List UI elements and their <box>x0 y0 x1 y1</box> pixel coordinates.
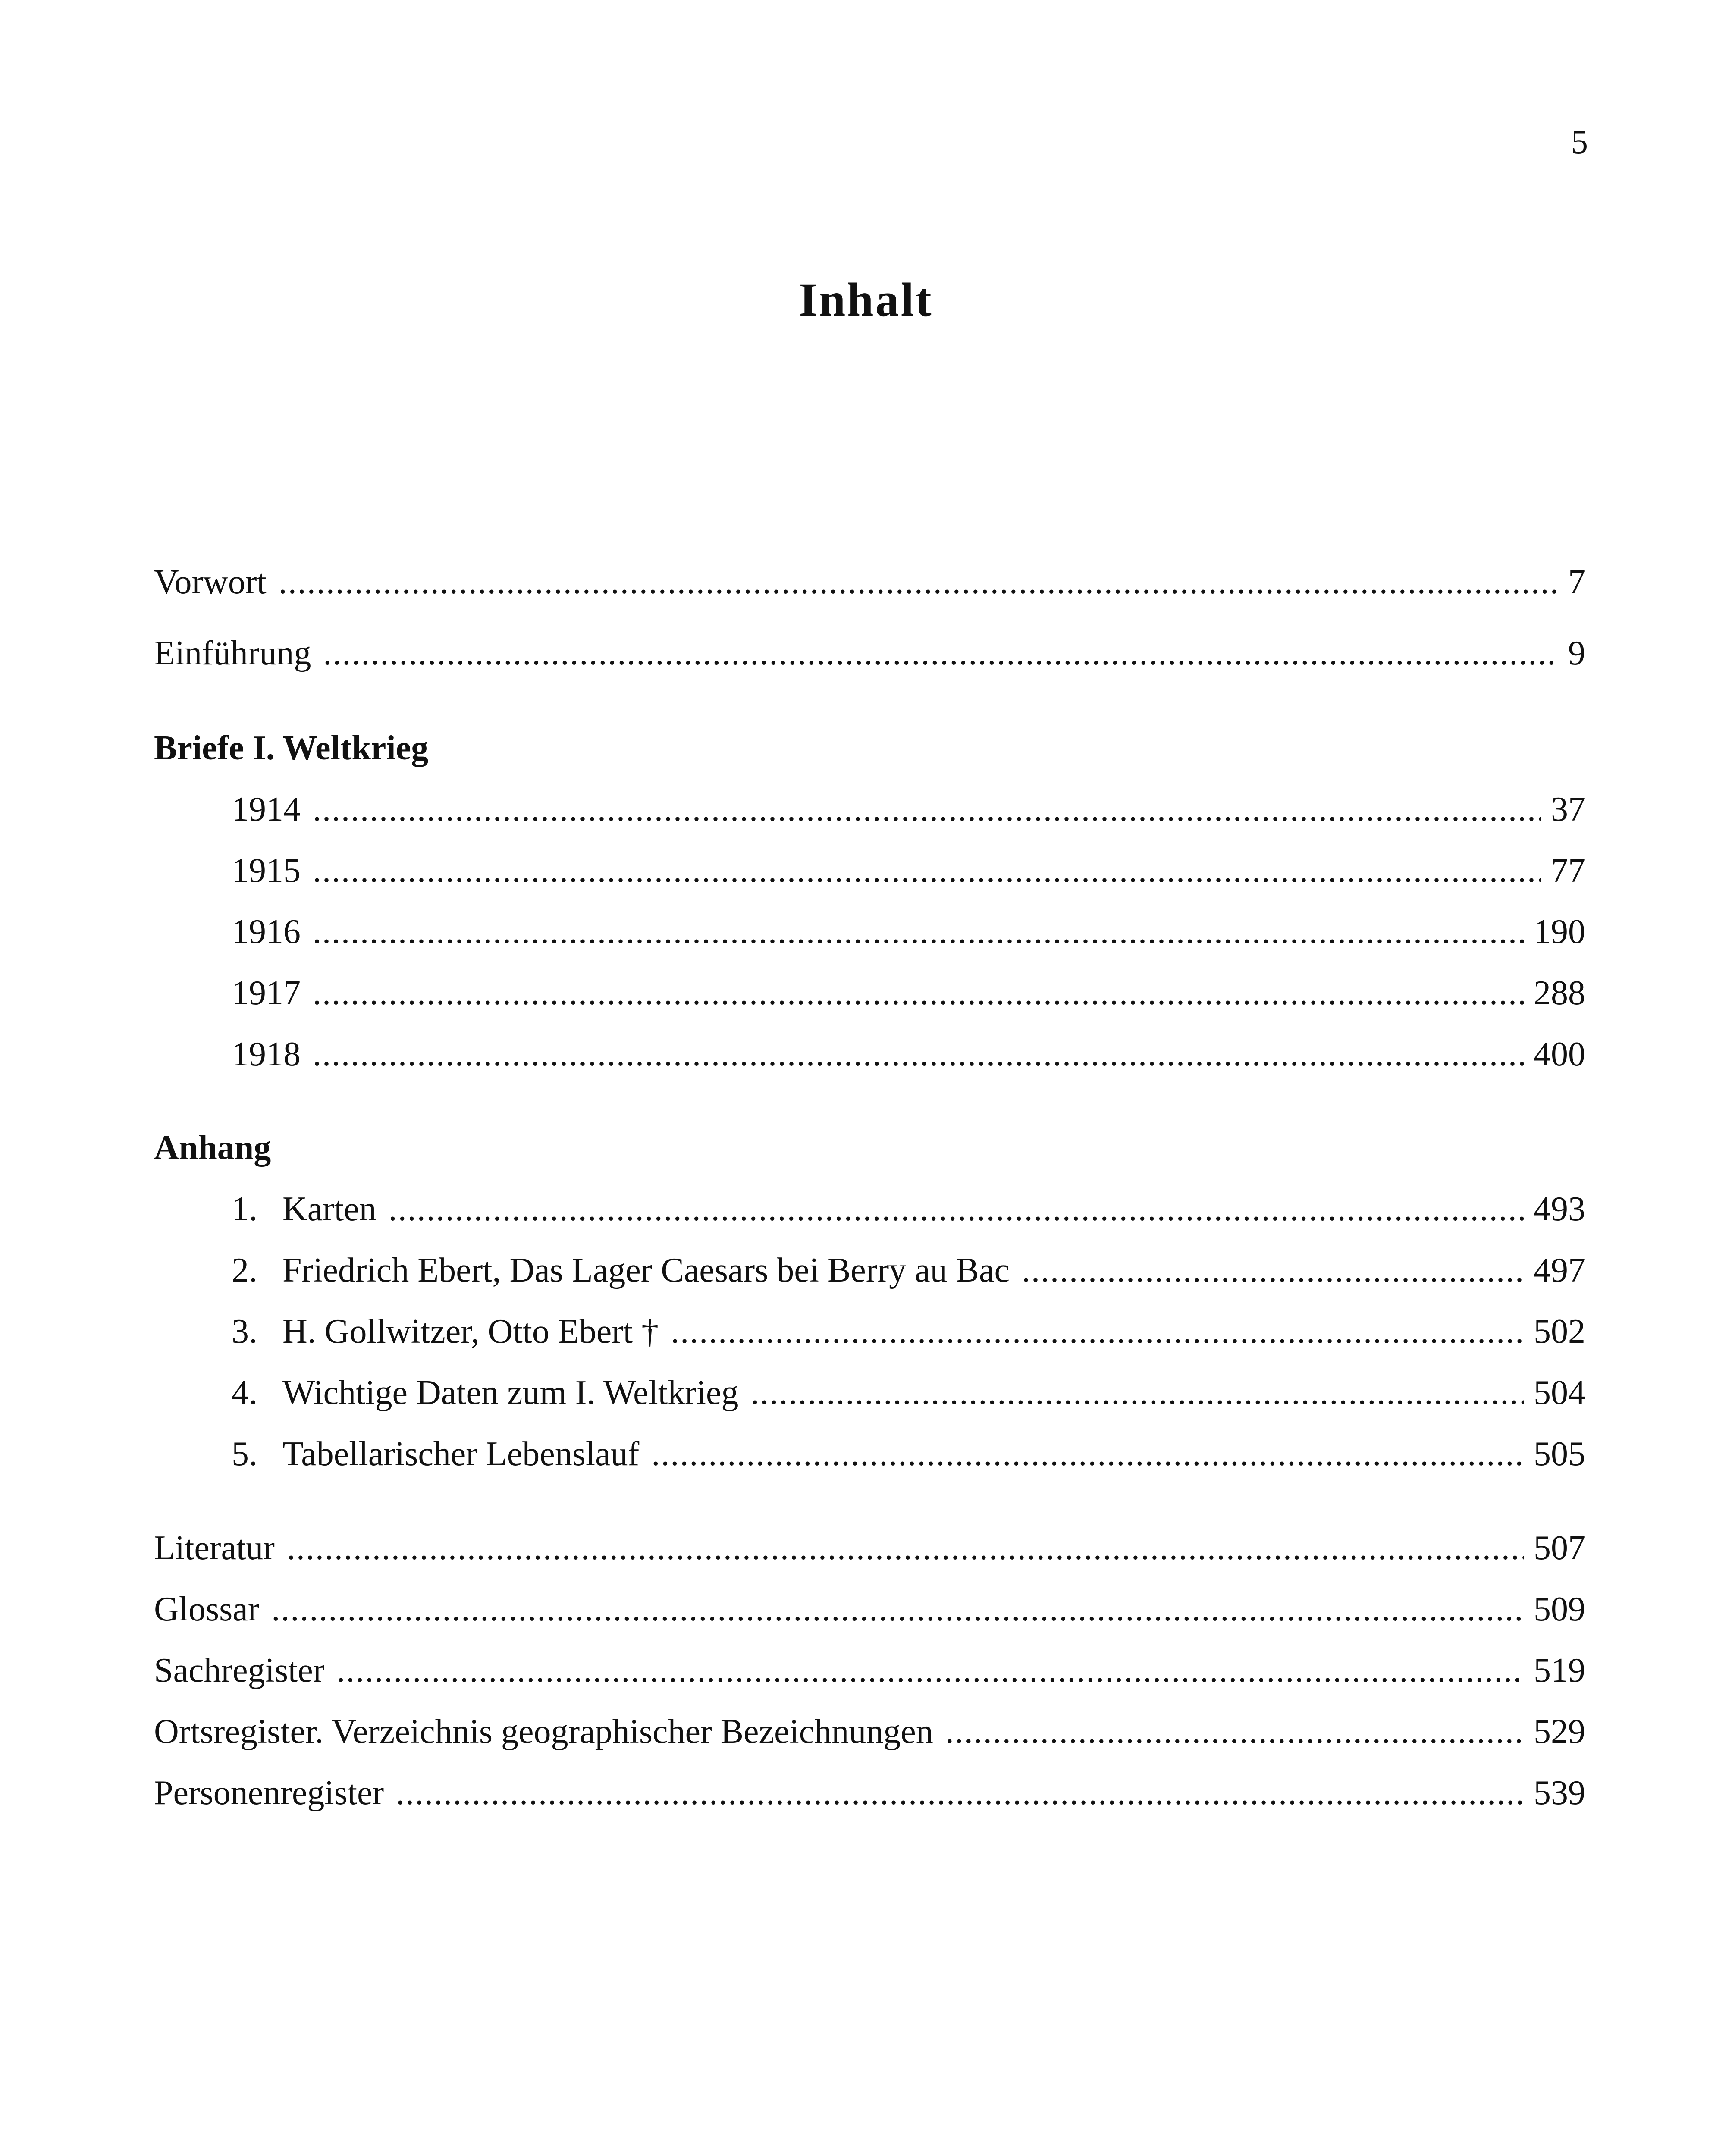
toc-entry-page: 505 <box>1534 1435 1585 1473</box>
page-title: Inhalt <box>799 273 933 326</box>
toc-entry-page: 497 <box>1534 1251 1585 1289</box>
toc-entry-label: 1915 <box>232 852 301 890</box>
toc-entry-label: 1916 <box>232 913 301 951</box>
toc-entry-number: 4. <box>232 1374 257 1412</box>
dot-leader <box>945 1710 1524 1753</box>
dot-leader <box>279 561 1559 604</box>
dot-leader <box>287 1526 1524 1570</box>
toc-entry-page: 77 <box>1551 852 1585 890</box>
toc-entry-anhang-2[interactable] <box>232 1249 1585 1292</box>
dot-leader <box>396 1771 1524 1814</box>
toc-entry-label: 1914 <box>232 790 301 828</box>
toc-entry-ortsregister[interactable] <box>154 1710 1585 1753</box>
toc-entry-page: 37 <box>1551 790 1585 828</box>
toc-entry-sachregister[interactable] <box>154 1649 1585 1692</box>
dot-leader <box>671 1310 1524 1353</box>
toc-entry-page: 7 <box>1568 563 1585 601</box>
toc-entry-label: 1917 <box>232 974 301 1012</box>
toc-entry-page: 504 <box>1534 1374 1585 1412</box>
dot-leader <box>1022 1249 1524 1292</box>
toc-entry-label: Friedrich Ebert, Das Lager Caesars bei Berry au Bac <box>282 1251 1010 1289</box>
toc-entry-label: Vorwort <box>154 563 267 601</box>
dot-leader <box>651 1432 1524 1476</box>
toc-entry-vorwort[interactable] <box>154 561 1585 604</box>
dot-leader <box>313 849 1541 892</box>
toc-entry-anhang-5[interactable] <box>232 1432 1585 1476</box>
dot-leader <box>271 1588 1524 1631</box>
toc-entry-label: Sachregister <box>154 1651 325 1689</box>
toc-entry-1915[interactable] <box>232 849 1585 892</box>
toc-entry-page: 400 <box>1534 1035 1585 1073</box>
dot-leader <box>313 910 1524 953</box>
toc-entry-label: Tabellarischer Lebenslauf <box>282 1435 640 1473</box>
toc-entry-glossar[interactable] <box>154 1588 1585 1631</box>
toc-entry-label: Karten <box>282 1190 377 1228</box>
toc-entry-label: Wichtige Daten zum I. Weltkrieg <box>282 1374 739 1412</box>
toc-entry-anhang-3[interactable] <box>232 1310 1585 1353</box>
dot-leader <box>389 1188 1524 1231</box>
toc-entry-label: H. Gollwitzer, Otto Ebert † <box>282 1313 659 1351</box>
toc-entry-personenregister[interactable] <box>154 1771 1585 1814</box>
dot-leader <box>336 1649 1524 1692</box>
dot-leader <box>313 1033 1524 1076</box>
toc-entry-number: 1. <box>232 1190 257 1228</box>
toc-entry-page: 519 <box>1534 1651 1585 1689</box>
toc-entry-1918[interactable] <box>232 1033 1585 1076</box>
toc-entry-page: 493 <box>1534 1190 1585 1228</box>
toc-entry-number: 5. <box>232 1435 257 1473</box>
toc-entry-label: Glossar <box>154 1590 260 1628</box>
toc-entry-1914[interactable] <box>232 788 1585 831</box>
toc-entry-page: 509 <box>1534 1590 1585 1628</box>
dot-leader <box>323 632 1559 675</box>
toc-entry-label: Personenregister <box>154 1774 384 1812</box>
toc-entry-number: 2. <box>232 1251 257 1289</box>
toc-entry-1916[interactable] <box>232 910 1585 953</box>
toc-entry-page: 529 <box>1534 1713 1585 1751</box>
toc-entry-label: Einführung <box>154 634 311 672</box>
toc-entry-page: 502 <box>1534 1313 1585 1351</box>
dot-leader <box>750 1371 1524 1414</box>
dot-leader <box>313 971 1524 1015</box>
toc-entry-einfuehrung[interactable] <box>154 632 1585 675</box>
toc-entry-label: Ortsregister. Verzeichnis geographischer Bezeichnungen <box>154 1713 933 1751</box>
toc-entry-1917[interactable] <box>232 971 1585 1015</box>
dot-leader <box>313 788 1541 831</box>
toc-entry-anhang-4[interactable] <box>232 1371 1585 1414</box>
page-number: 5 <box>1571 123 1588 160</box>
toc-entry-label: 1918 <box>232 1035 301 1073</box>
toc-entry-page: 288 <box>1534 974 1585 1012</box>
toc-entry-page: 190 <box>1534 913 1585 951</box>
toc-entry-label: Literatur <box>154 1529 275 1567</box>
toc-entry-anhang-1[interactable] <box>232 1188 1585 1231</box>
toc-entry-page: 539 <box>1534 1774 1585 1812</box>
toc-entry-number: 3. <box>232 1313 257 1351</box>
section-heading-briefe: Briefe I. Weltkrieg <box>154 729 429 767</box>
toc-entry-literatur[interactable] <box>154 1526 1585 1570</box>
toc-entry-page: 9 <box>1568 634 1585 672</box>
section-heading-anhang: Anhang <box>154 1129 271 1167</box>
toc-entry-page: 507 <box>1534 1529 1585 1567</box>
